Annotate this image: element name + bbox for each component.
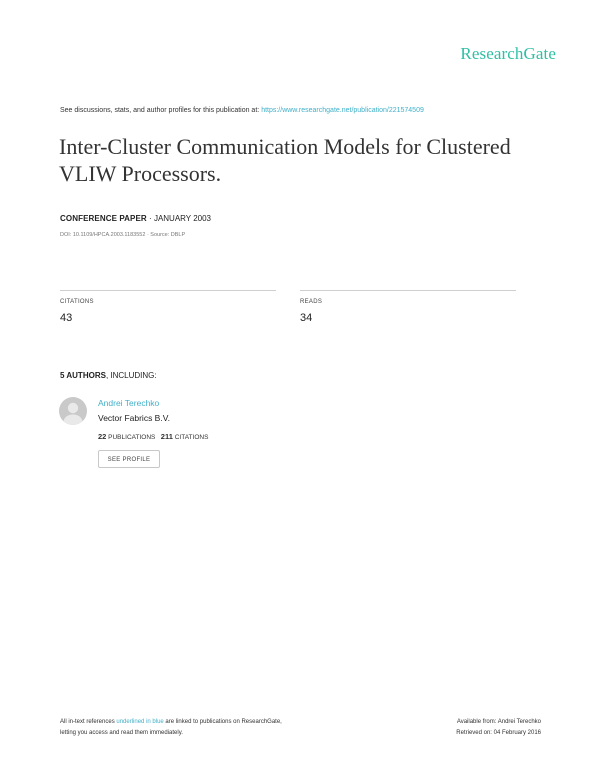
see-profile-button[interactable]: SEE PROFILE [98, 450, 160, 468]
author-publications-count: 22 [98, 432, 107, 441]
author-institution: Vector Fabrics B.V. [98, 413, 170, 423]
footer-note-line2: letting you access and read them immediately. [60, 730, 183, 736]
doi-source-line: DOI: 10.1109/HPCA.2003.1183552 · Source: DBLP [60, 232, 186, 238]
reads-label: READS [300, 299, 323, 305]
authors-count: 5 AUTHORS [60, 371, 106, 380]
avatar[interactable] [59, 397, 87, 425]
authors-suffix: , INCLUDING: [105, 371, 157, 380]
author-citations-label: CITATIONS [174, 434, 209, 441]
publication-date: JANUARY 2003 [153, 214, 212, 223]
citations-divider [60, 290, 276, 291]
authors-heading [60, 371, 157, 380]
author-citations-count: 211 [160, 432, 173, 441]
publication-type: CONFERENCE PAPER [60, 214, 147, 223]
reads-value: 34 [300, 312, 313, 324]
publication-title: Inter-Cluster Communication Models for Clustered VLIW Processors. [59, 134, 511, 186]
citations-value: 43 [60, 312, 73, 324]
researchgate-logo[interactable]: ResearchGate [460, 44, 556, 63]
discussion-prefix: See discussions, stats, and author profiles for this publication at: [60, 107, 260, 114]
discussion-line [60, 107, 424, 114]
person-silhouette-icon [59, 397, 87, 425]
footer-availability [456, 717, 541, 739]
citations-label: CITATIONS [60, 299, 94, 305]
available-from: Available from: Andrei Terechko [456, 719, 541, 725]
author-stats [98, 432, 208, 441]
author-publications-label: PUBLICATIONS [108, 434, 156, 441]
meta-separator: · [149, 214, 152, 223]
reads-divider [300, 290, 516, 291]
footer-note [60, 717, 282, 739]
footer-underlined-link[interactable]: underlined in blue [116, 719, 164, 725]
footer-note-suffix: are linked to publications on ResearchGate, [165, 719, 282, 725]
footer-note-prefix: All in-text references [60, 719, 115, 725]
publication-url-link[interactable]: https://www.researchgate.net/publication/221574509 [261, 107, 424, 114]
footer-note-line1 [60, 717, 282, 728]
author-name-link[interactable]: Andrei Terechko [98, 398, 160, 408]
publication-meta [60, 214, 211, 223]
retrieved-on: Retrieved on: 04 February 2016 [456, 730, 541, 736]
